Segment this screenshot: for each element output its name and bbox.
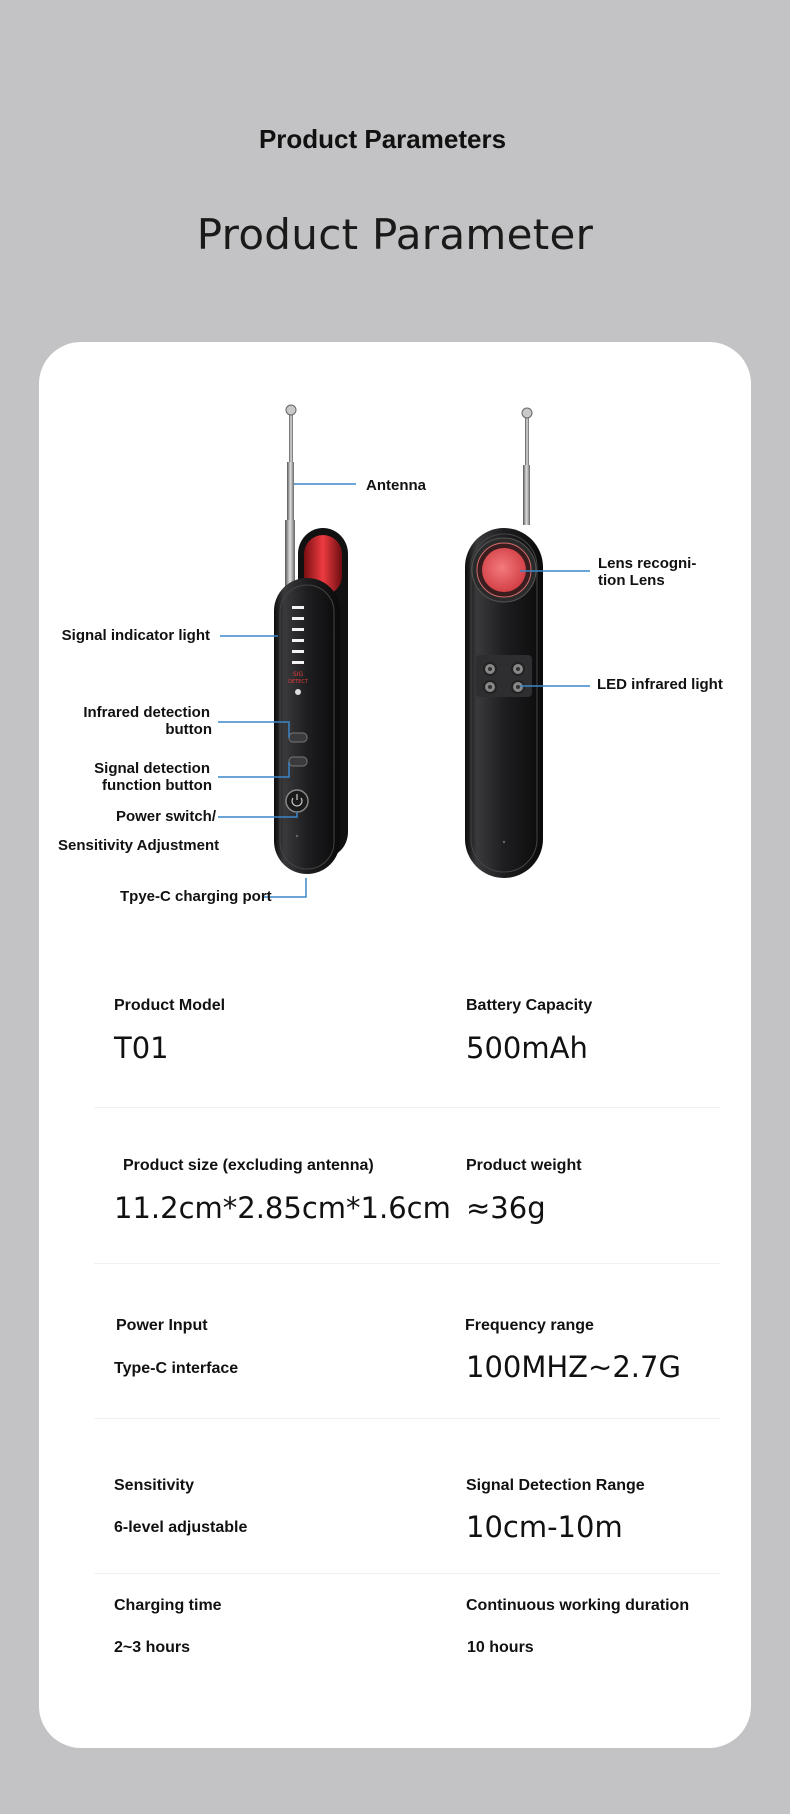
callout-power-line1: Power switch/ [115,808,216,825]
spec-value: 10 hours [467,1639,534,1656]
spec-value: 6-level adjustable [114,1519,248,1536]
callout-infrared-line2: button [165,721,212,738]
recognition-lens [482,548,526,592]
svg-text:DETECT: DETECT [288,679,308,685]
spec-label: Frequency range [465,1317,594,1334]
spec-value: 500mAh [466,1031,588,1065]
device-body [274,578,340,874]
spec-value: 100MHZ~2.7G [466,1350,681,1384]
callout-charging-port: Tpye-C charging port [120,888,272,905]
spec-value: ≈36g [466,1191,546,1225]
spec-value: 11.2cm*2.85cm*1.6cm [114,1191,451,1225]
spec-label: Signal Detection Range [466,1477,645,1494]
callout-infrared-line1: Infrared detection [83,704,210,721]
spec-value: T01 [114,1031,169,1065]
callout-power-line2: Sensitivity Adjustment [58,837,220,854]
antenna-rod [289,413,293,463]
callout-signal-button-line2: function button [102,777,212,794]
spec-label: Battery Capacity [466,997,593,1014]
row-divider [94,1107,720,1108]
spec-value: 2~3 hours [114,1639,191,1656]
callout-signal-indicator: Signal indicator light [61,627,210,644]
callout-lens-line2: tion Lens [598,572,665,589]
spec-value: 10cm-10m [466,1510,623,1544]
spec-label: Power Input [116,1317,208,1334]
spec-label: Charging time [114,1597,222,1614]
callout-led-infrared: LED infrared light [597,676,723,693]
spec-label: Product weight [466,1157,582,1174]
spec-value: Type-C interface [114,1360,239,1377]
row-divider [94,1573,720,1574]
row-divider [94,1418,720,1419]
callout-lens-line1: Lens recogni- [598,555,697,572]
spec-label: Product size (excluding antenna) [123,1157,374,1174]
device-front-view [274,405,348,874]
page-title: Product Parameters [258,124,507,154]
row-divider [94,1263,720,1264]
callout-antenna: Antenna [366,477,426,494]
spec-label: Product Model [114,997,226,1014]
spec-label: Sensitivity [114,1477,195,1494]
spec-label: Continuous working duration [466,1597,690,1614]
callout-signal-button-line1: Signal detection [94,760,210,777]
svg-text:SIG: SIG [292,671,304,678]
device-back-view [465,408,543,878]
page-subtitle: Product Parameter [196,210,594,259]
